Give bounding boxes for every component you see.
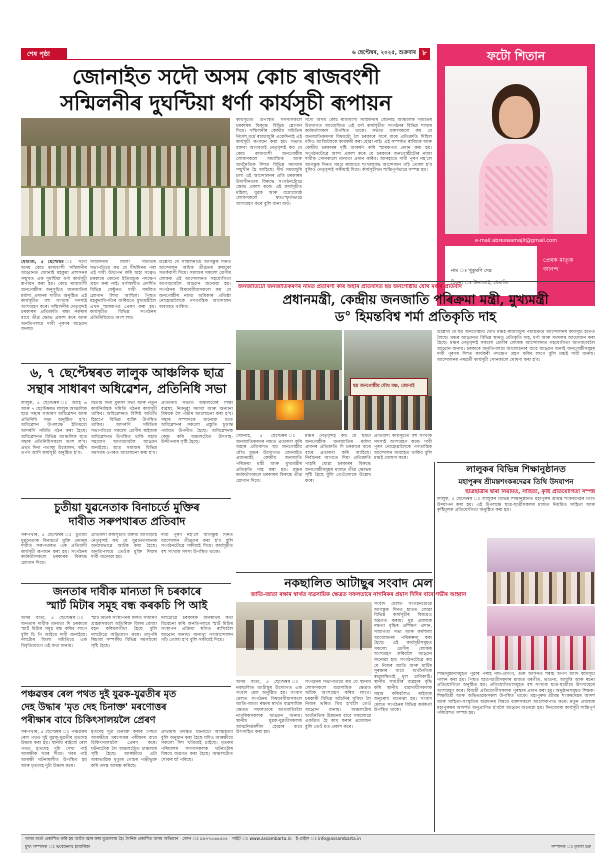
central-text-3: প্ৰতিবাদী কাৰ্যসূচীত বহু সংখ্যক সদস্যই অংশগ্ৰহণ কৰে। দাবী পূৰণ নোহোৱালৈকে গণতান্ত্ৰিক আন্দোলন অব্যাহত থাকিব বুলি মঞ্চই ঘোষণা কৰে। — [374, 434, 432, 462]
main-story-col-4: কাৰ্যসূচীত উপস্থিত সদস্যসকলে চৰকাৰৰ বিৰুদ্ধে বিভিন্ন শ্লোগান দিয়ে। সন্মিলনীৰ কেন্দ্ৰীয় সমিতিৰ নিৰ্দেশ মৰ্মে ৰাজ্যজুৰি একেদিনাই এই কাৰ্যসূচী ৰূপায়ন কৰা হয়। সভাত বক্তব্য আগবঢ়াই নেতৃবৃন্দই কয় যে কোচ ৰাজবংশী জনগোষ্ঠীৰ লোকসকলে সামাজিক আৰু অৰ্থনৈতিক দিশত বিভিন্ন সমস্যাৰ সন্মুখীন হৈ আহিছে। দীৰ্ঘ সময়জুৰি চলা এই আন্দোলনৰ প্ৰতি চৰকাৰৰ উদাসীনতাৰ বিৰুদ্ধে সংগঠনটোৱে ক্ষোভ প্ৰকাশ কৰে। এই কাৰ্যসূচীত মহিলা, যুৱক আৰু বয়োজ্যেষ্ঠ লোকসকলে স্বতঃস্ফূৰ্তভাৱে অংশগ্ৰহণ কৰে বুলি জনা যায়। — [236, 118, 302, 207]
youth-text-3: দাবী পূৰণ নহ'লে আগন্তুক দিনত আন্দোলন তীব্ৰতৰ কৰা হ'ব বুলি সংগঠনটোৱে সকীয়াই দিয়ে। কাৰ্যসূচীত বহু সংখ্যক সদস্য উপস্থিত থাকে। — [161, 533, 233, 555]
dharna-photo — [21, 118, 230, 256]
child-face — [499, 96, 533, 138]
students-text-2: দ্বিতীয় দিনা মুকলি সভা আৰু নতুন কাৰ্যনিৰ্বাহক সমিতি গঠনৰ কাৰ্যসূচী থাকিব। অধিৱেশনত বিশিষ্ট অতিথি হিচাপে বিভিন্ন ব্যক্তি উপস্থিত থাকিব। আদৰণি সমিতিৰ সভাপতিয়ে সকলো শ্ৰেণীৰ ৰাইজক অধিৱেশনত উপস্থিত থাকি সহায় সহযোগ আগবঢ়াবলৈ আহ্বান জনাইছে। ছাত্ৰ সমাজৰ বিভিন্ন সমস্যাৰ ওপৰত আলোচনা কৰা হ'ব। — [91, 401, 157, 457]
tithi-audience — [487, 572, 595, 604]
youth-headline-line-1: চুতীয়া যুৱনেতাক বিনাচৰ্তে মুক্তিৰ — [54, 501, 200, 514]
couple-text-2: মৃতদেহ দুটা চিনাক্ত কৰাৰ পিছত আৰক্ষীয়ে মৰণোত্তৰ পৰীক্ষাৰ বাবে চিকিৎসালয়লৈ প্ৰেৰণ কৰে। ঘটনাটোক লৈ অঞ্চলটোত চাঞ্চল্যৰ সৃষ্টি হৈছে। আৰক্ষীয়ে এটা অস্বাভাৱিক মৃত্যুৰ গোচৰ পঞ্জীভুক্ত কৰি তদন্ত আৰম্ভ কৰিছে। — [91, 730, 157, 769]
central-headline-line-2: ড° হিমন্তবিশ্ব শৰ্মা প্ৰতিকৃতি দাহ — [334, 310, 497, 325]
students-text-1: লালুক, ৫ ছেপ্টেম্বৰ ঃ আহি ৬ আৰু ৭ ছেপ্টেম্বৰত লালুক আঞ্চলিক ছাত্ৰ সন্থাৰ সাধাৰণ অধিৱেশন আৰু প্ৰতিনিধি সভা অনুষ্ঠিত হ'ব। অধিৱেশন উপলক্ষে ইতিমধ্যে আদৰণি সমিতি গঠন কৰা হৈছে। অধিৱেশনত বিভিন্ন আঞ্চলিক ছাত্ৰ সন্থাৰ প্ৰতিনিধিসকলে অংশ ল'ব। প্ৰথম দিনা পতাকা উত্তোলন, শ্বহীদ তৰ্পণ আদি কাৰ্যসূচী অনুষ্ঠিত হ'ব। — [21, 401, 87, 457]
divider-students — [21, 363, 231, 364]
lalukh-headline — [437, 464, 595, 487]
students-text-3: প্ৰতিনিধি সভাত অঞ্চলটোৰ শিক্ষা ব্যৱস্থা, নিবনুৱা সমস্যা আৰু অন্যান্য বিষয়ক লৈ গভীৰ আলোচনা কৰা হ'ব। সন্থাৰ সম্পাদকে জনোৱা মতে অধিৱেশনৰ সকলো প্ৰস্তুতি চূড়ান্ত পৰ্যায়ত উপনীত হৈছে। অধিৱেশনক কেন্দ্ৰ কৰি অঞ্চলটোত উৎসাহ-উদ্দীপনাৰ সৃষ্টি হৈছে। — [161, 401, 233, 446]
couple-headline-line-3: পৰীক্ষাৰ বাবে চিকিৎসালয়লৈ প্ৰেৰণ — [21, 715, 156, 726]
protest-crowd — [344, 396, 432, 430]
divider-central — [236, 281, 595, 282]
effigy-crowd — [236, 370, 342, 400]
page-number: ৮ — [419, 48, 430, 59]
students-headline-line-1: ৬, ৭ ছেপ্টেম্বৰত লালুক আঞ্চলিক ছাত্ৰ — [30, 365, 224, 380]
drugs-subline: জাতি-জাতা ৰক্ষাৰ স্বাৰ্থত ব্যৱসায়িক ক্ষেত্ৰত সফলতাৰে নাগৰিকৰ প্ৰয়াস দিদিৰ বাবে গভীৰ আহ্বান — [250, 592, 467, 598]
lalukh-text-2: শিক্ষানুষ্ঠানসমূহত পুৱাৰ পৰাই নাম-প্ৰসংগ, গুৰু আসনত শৰাই অৰ্পণ আদি কাৰ্যসূচী পালন কৰা হয়। পিছত ছাত্ৰ-ছাত্ৰীসকলৰ মাজত বৰগীত, ভাওনা, আবৃত্তি আৰু ৰচনা প্ৰতিযোগিতা অনুষ্ঠিত হয়। প্ৰতিযোগিতাসমূহত বহু সংখ্যক ছাত্ৰ-ছাত্ৰীয়ে উৎসাহেৰে অংশগ্ৰহণ কৰে। বিজয়ী প্ৰতিযোগীসকলক পুৰস্কাৰ প্ৰদান কৰা হয়। অনুষ্ঠানসমূহত শিক্ষক-শিক্ষয়িত্ৰী আৰু অভিভাৱকসকল উপস্থিত থাকে। মহাপুৰুষ শ্ৰীমন্ত শংকৰদেৱৰ আদৰ্শ আৰু সাহিত্য-সংস্কৃতিৰ অৱদানৰ বিষয়ে বক্তাসকলে আলোকপাত কৰে। নতুন প্ৰজন্মক মহাপুৰুষৰ আদৰ্শত অনুপ্ৰাণিত হ'বলৈ আহ্বান জনোৱা হয়। দিনজোৰা কাৰ্যসূচী শান্তিপূৰ্ণ পৰিবেশত সম্পন্ন হয়। — [437, 672, 595, 717]
students-headline-line-2: সন্থাৰ সাধাৰণ অধিৱেশন, প্ৰতিনিধি সভা — [27, 381, 227, 396]
drugs-headline-text: নকছালিত আটাছুৰ সংবাদ মেল — [284, 576, 433, 590]
footer — [21, 834, 595, 853]
crowd-front — [21, 188, 230, 238]
youth-headline-line-2: দাবীত সৰুপথাৰত প্ৰতিবাদ — [68, 515, 186, 528]
main-story-col-2: সন্মিলনীৰ জিলা সমিতিৰ সভাপতিয়ে কয় যে দীৰ্ঘদিনৰ পৰা এই দাবী উত্থাপন কৰি অহা সত্বেও চৰকাৰে কোনো ইতিবাচক পদক্ষেপ গ্ৰহণ কৰা নাই। ধৰ্ণাস্থলীত প্ৰদৰ্শিত বিভিন্ন ফেষ্টুনত দাবী সম্বলিত শ্লোগান লিখা আছিল। পিছত মহকুমাধিপতিৰ জৰিয়তে মুখ্যমন্ত্ৰীলৈ এখন স্মাৰকপত্ৰ প্ৰেৰণ কৰা হয়। কাৰ্যসূচীত বিভিন্ন সংগঠনৰ প্ৰতিনিধিয়েও অংশ লয়। — [90, 260, 156, 321]
divider-drugs — [236, 572, 432, 573]
tithi-photo-1 — [487, 538, 595, 604]
central-headline-line-1: প্ৰধানমন্ত্ৰী, কেন্দ্ৰীয় জনজাতি পৰিক্ৰমা মন্ত্ৰী, মুখ্যমন্ত্ৰী — [282, 293, 549, 308]
lalukh-subline: ছাত্ৰছাত্ৰীৰ দ্বাৰা নিয়মিত, সাহিত্য, কৃষ্টি প্ৰতিযোগিতা সম্পন্ন — [465, 489, 595, 495]
effigy-photo-2 — [344, 330, 432, 430]
couple-headline-line-1: পঞ্চৱত্তৰ ৰেল পথত দুই যুৱক-যুৱতীৰ মৃত — [21, 689, 177, 700]
footer-phone: ফোন ঃ ৯৯৭৭৫৬৬৫৫৫ — [182, 837, 228, 842]
main-headline-line-1: জোনাইত সদৌ অসম কোচ ৰাজবংশী — [72, 64, 380, 89]
couple-headline-line-2: দেহ উদ্ধাৰ 'মৃত দেহ চিনাক্ত' মৰণোত্তৰ — [21, 702, 167, 713]
central-text-4: উল্লেখ্য যে ছয় জনগোষ্ঠীয় যৌথ মঞ্চই ৰাজ্যজুৰি পৰ্যায়ক্ৰমে আন্দোলনৰ কাৰ্যসূচী হাতত লৈছে। মঞ্চৰ আহ্বানত বিভিন্ন স্থানত প্ৰতিকৃতি দাহ, ধৰ্ণা আৰু সমদলৰ আয়োজন কৰা হৈছে। মঞ্চৰ নেতৃবৃন্দই সকলো শ্ৰেণীৰ লোকক আন্দোলনত সহযোগিতা আগবঢ়াবলৈ আহ্বান জনায়। চৰকাৰে অনতিপলমে আলোচনাৰ বাবে আহ্বান জনাই জনগোষ্ঠীসমূহৰ দাবী পূৰণৰ দিশত কাৰ্যকৰী পদক্ষেপ গ্ৰহণ কৰিব লাগে বুলি মঞ্চই দাবী জনায়। আন্দোলনৰ পৰৱৰ্তী কাৰ্যসূচী সোনকালে ঘোষণা কৰা হ'ব। — [437, 330, 595, 363]
central-text-2: মঞ্চৰ নেতৃবৃন্দই কয় যে ছয়টা জনগোষ্ঠীক জনজাতিৰ মৰ্যাদা প্ৰদানৰ প্ৰতিশ্ৰুতি দি চৰকাৰে বাৰে বাৰে প্ৰতাৰণা কৰি আহিছে। নিৰ্বাচনৰ আগতে দিয়া প্ৰতিশ্ৰুতি পাহৰি যোৱা চৰকাৰৰ বিৰুদ্ধে জনগোষ্ঠীসমূহৰ মাজত তীব্ৰ ক্ষোভৰ সৃষ্টি হৈছে বুলি তেওঁলোকে উল্লেখ কৰে। — [305, 434, 371, 484]
couple-headline — [21, 688, 233, 727]
photo-corner-email: e-mail:abreswamajit@gmail.com — [474, 238, 558, 244]
central-kicker: জনজাতিটো জনজাতিকৰণৰ নামত প্ৰতাৰণা কৰি অহাৰ প্ৰতিবাদত ছয় জনগোষ্ঠীয় যৌথ মঞ্চৰ প্ৰতিবাদ — [238, 284, 462, 290]
photo-corner — [437, 44, 595, 306]
footer-line-2 — [25, 844, 591, 851]
protest-banner-text: ছয় জনগোষ্ঠীয় যৌথ মঞ্চ, জোনাই — [353, 384, 415, 389]
youth-text-2: প্ৰতিবাদী কাৰ্যসূচীত বক্তব্য আগবঢ়াই নেতৃবৃন্দই কয় যে যুৱনেতাজনক অন্যায়ভাৱে আটক কৰা হৈছে। অনতিপলমে তেওঁক মুক্তি দিয়াৰ দাবী জনোৱা হয়। — [91, 533, 157, 561]
main-story-col-3: উল্লেখ্য যে সন্মিলনীয়ে আগন্তুক দিনত আন্দোলন অধিক তীব্ৰতৰ কৰাৰো সতৰ্কবাণী দিয়ে। সমাজৰ সকলো শ্ৰেণীৰ লোকক এই আন্দোলনত সহযোগিতা আগবঢ়াবলৈ আহ্বান জনোৱা হয়। সংগঠনৰ বিষয়ববীয়াসকলে কয় যে জনগোষ্ঠীৰ ন্যায্য অধিকাৰ প্ৰতিষ্ঠা নোহোৱালৈকে গণতান্ত্ৰিক আন্দোলন অব্যাহত থাকিব। — [159, 260, 231, 310]
main-story-dateline: ধেমাজি, ৫ ছেপ্টেম্বৰ — [21, 260, 64, 265]
drugs-headline — [236, 575, 481, 599]
section-tab — [21, 48, 67, 59]
meter-text-3: দলটোৱে চৰকাৰক জনস্বাৰ্থৰ কথা বিবেচনা কৰি অনতিপলমে স্মাৰ্ট মিটাৰ সংস্থাপন প্ৰক্ৰিয়া স্থগিত ৰাখিবলৈ আহ্বান জনায়। অন্যথা গণআন্দোলন গঢ়ি তোলা হ'ব বুলি সকীয়াই দিয়ে। — [161, 616, 233, 644]
youth-headline — [21, 501, 233, 529]
crowd-back — [21, 146, 230, 186]
meter-headline — [21, 585, 233, 613]
central-text-1: জোনাই, ৫ ছেপ্টেম্বৰ ঃ জনজাতিকৰণৰ নামত প্ৰতাৰণা কৰি অহাৰ প্ৰতিবাদত ছয় জনগোষ্ঠীয় যৌথ মঞ্চৰ উদ্যোগত জোনাইত প্ৰধানমন্ত্ৰী, কেন্দ্ৰীয় জনজাতি পৰিক্ৰমা মন্ত্ৰী আৰু মুখ্যমন্ত্ৰীৰ প্ৰতিকৃতি দাহ কৰা হয়। মঞ্চৰ কৰ্মকৰ্তাসকলে চৰকাৰৰ বিৰুদ্ধে তীব্ৰ শ্লোগান দিয়ে। — [236, 434, 302, 484]
meter-headline-line-2: স্মাৰ্ট মিটাৰ সমূহ বন্ধ কৰকচি পি আই — [46, 599, 208, 612]
issue-date: ৬ ছেপ্টেম্বৰ, ২০২৫, শুক্ৰবাৰ — [351, 50, 416, 56]
lalukh-headline-line-1: লালুকৰ বিভিন্ন শিক্ষানুষ্ঠানত — [466, 465, 566, 475]
section-label: শেষ পৃষ্ঠা — [27, 50, 50, 58]
press-photo — [236, 602, 372, 676]
footer-line-1 — [25, 836, 591, 843]
divider-lalukh — [437, 462, 595, 463]
divider-youth — [21, 498, 231, 499]
meter-text-2: স্মাৰ্ট মিটাৰ সংস্থাপনৰ ফলত সাধাৰণ গ্ৰাহকসকলে অতিৰিক্ত বিলৰ বোজা বহন কৰিবলগীয়া হৈছে বুলি দলটোৱে অভিযোগ কৰে। তদুপৰি ৰিচাৰ্জ সম্পৰ্কীয় বিভিন্ন সমস্যাৰো সৃষ্টি হৈছে। — [91, 616, 157, 649]
main-story-col-5: সদৌ অসম কোচ ৰাজবংশী সন্মিলনীৰ জোনাই আঞ্চলিক সমিতিৰ উদ্যোগত আয়োজিত এই ধৰ্ণা কাৰ্যসূচীত সংগঠনৰ বিভিন্ন শাখাৰ কৰ্মকৰ্তাসকল উপস্থিত থাকে। সভাত বক্তাসকলে কয় যে জনজাতিকৰণৰ বিষয়টো লৈ চৰকাৰে বাৰে বাৰে প্ৰতিশ্ৰুতি দিছিল যদিও আজিলৈকে কাৰ্যকৰী কৰা হোৱা নাই। এই সম্পৰ্কত ৰাজ্যিক আৰু কেন্দ্ৰীয় চৰকাৰৰ দৃষ্টি আকৰ্ষণ কৰি স্মাৰকপত্ৰ প্ৰদান কৰা হয়। সংগঠনটোৱে আশা প্ৰকাশ কৰে যে চৰকাৰে জনগোষ্ঠীটোৰ ন্যায্য দাবীক সোনকালে মান্যতা প্ৰদান কৰিব। আনহাতে দাবী পূৰণ নহ'লে আগন্তুক দিনত সমগ্ৰ ৰাজ্যতে শৃংখলাবদ্ধ আন্দোলন গঢ়ি তোলা হ'ব বুলিও নেতৃবৃন্দই সকীয়াই দিয়ে। কাৰ্যসূচীখন শান্তিপূৰ্ণভাৱে সম্পন্ন হয়। — [305, 118, 432, 174]
ground — [21, 236, 230, 256]
main-headline-line-2: সন্মিলনীৰ দুঘন্টিয়া ধৰ্ণা কাৰ্যসূচী ৰূপায়ন — [60, 90, 392, 115]
lalukh-headline-line-2: মহাপুৰুষ শ্ৰীমন্তশংকৰদেৱৰ তিথি উদযাপন — [458, 477, 574, 486]
press-table — [236, 648, 372, 676]
meter-headline-line-1: জনতাৰ দাবীক মান্যতা দি চৰকাৰে — [52, 585, 202, 598]
central-headline — [236, 292, 595, 326]
divider-meter — [21, 583, 231, 584]
child-photo — [445, 66, 587, 234]
footer-publisher: অসম বাৰ্তা প্ৰকাশিত কৰি হয় আসৈ জ্বাৰ কৰা মুদ্ৰণালয় হৈ। দৈনিক প্ৰকাশিত অসম অভিযান — [25, 837, 179, 842]
footer-chief-editor: মুখ্য সম্পাদক ঃ ভবেন্দ্ৰনাথ হাজৰিকা — [25, 845, 91, 850]
meter-text-1: অসম বাৰ্তা, ৫ ছেপ্টেম্বৰ ঃ জনতাৰ দাবীক মান্যতা দি চৰকাৰে স্মাৰ্ট মিটাৰ সমূহ বন্ধ কৰিব লাগে বুলি চি পি আইয়ে দাবী জনাইছে। দলটোৰ জিলা সমিতিয়ে এক বিবৃতিযোগে এই কথা জনায়। — [21, 616, 87, 649]
couple-text-3: প্ৰাথমিক তদন্তত ঘটনাটো আত্মহত্যা বুলি অনুমান কৰা হৈছে যদিও আৰক্ষীয়ে সকলো দিশ খতিয়াই চাইছে। মৃতকৰ পৰিয়ালৰ সদস্যসকলক ঘটনাটোৰ বিষয়ে অৱগত কৰা হৈছে। অঞ্চলটোত শোকৰ ছাঁ পৰিছে। — [161, 730, 233, 763]
footer-email[interactable]: ই-মেইল ঃ info@assambarta.in — [295, 837, 361, 842]
main-headline — [40, 64, 412, 116]
press-text-1: অসম বাৰ্তা, ৫ ছেপ্টেম্বৰ ঃ নকছালিত আটাছুৰ উদ্যোগত এক সংবাদ মেল অনুষ্ঠিত হয়। সংবাদ মেলত সংগঠনৰ বিষয়ববীয়াসকলে জাতি-জাতা ৰক্ষাৰ স্বাৰ্থত ব্যৱসায়িক ক্ষেত্ৰত সফলতাৰে আগবাঢ়িবলৈ নাগৰিকসকলক আহ্বান জনায়। স্থানীয় যুৱক-যুৱতীসকলক আত্মনিৰ্ভৰশীল হোৱাৰ বাবে উৎসাহিত কৰা হয়। — [236, 680, 302, 736]
youth-text-1: সৰুপথাৰ, ৫ ছেপ্টেম্বৰ ঃ চুতীয়া যুৱনেতাক বিনাচৰ্তে মুক্তি প্ৰদানৰ দাবীত সৰুপথাৰত এক প্ৰতিবাদী কাৰ্যসূচী ৰূপায়ন কৰা হয়। সংগঠনৰ কৰ্মকৰ্তাসকলে চৰকাৰৰ বিৰুদ্ধে শ্লোগান দিয়ে। — [21, 533, 87, 566]
tithi-photo-2 — [487, 606, 595, 670]
press-people — [246, 620, 362, 650]
protest-banner — [350, 378, 428, 396]
child-dress-pattern — [485, 166, 547, 226]
lalukh-text: লালুক, ৫ ছেপ্টেম্বৰ ঃ লালুকৰ বিভিন্ন শিক্ষানুষ্ঠানত মহাপুৰুষ শ্ৰীমন্ত শংকৰদেৱৰ তিথি উদযাপন কৰা হয়। এই উপলক্ষে ছাত্ৰ-ছাত্ৰীসকলৰ মাজত নিয়মিত সাহিত্য আৰু কৃষ্টিমূলক প্ৰতিযোগিতা অনুষ্ঠিত কৰা হয়। — [437, 497, 595, 514]
child-address: ঠিকনা ঃ উনাজাই, ধেমাজি — [451, 280, 509, 286]
divider-press-right — [434, 462, 435, 832]
top-bar — [21, 48, 430, 60]
tithi-students — [487, 636, 595, 670]
child-name: নাম ঃ খুকুমণি দেৱ — [451, 268, 492, 274]
footer-site[interactable]: সাইট ঃ www.assambarta.in — [231, 837, 292, 842]
sender-label: প্ৰেৰক মাতৃক আনন্দ — [543, 257, 574, 273]
effigy-photo-1 — [236, 330, 342, 430]
main-story-col-1: ধেমাজি, ৫ ছেপ্টেম্বৰ ঃ সদৌ অসম কোচ ৰাজবংশী সন্মিলনীৰ আহ্বানত জোনাই মহকুমা প্ৰশাসনৰ সন্মুখত এক দুঘন্টিয়া ধৰ্ণা কাৰ্যসূচী ৰূপায়ন কৰা হয়। কোচ ৰাজবংশী জনগোষ্ঠীক অনুসূচিত জনজাতিৰ মৰ্যাদা প্ৰদানৰ দাবীত অনুষ্ঠিত এই কাৰ্যসূচীত বহু সংখ্যক সদস্যই অংশগ্ৰহণ কৰে। সন্মিলনীৰ নেতৃবৃন্দই চৰকাৰৰ প্ৰতিশ্ৰুতি ৰক্ষা নকৰাৰ বাবে তীব্ৰ ক্ষোভ প্ৰকাশ কৰে আৰু অনতিপলমে দাবী পূৰণৰ আহ্বান জনায়। — [21, 260, 87, 333]
press-text-2: সংগঠনৰ সভাপতিয়ে কয় যে স্থানীয় লোকসকলে ব্যৱসায়িক ক্ষেত্ৰত অধিক অংশগ্ৰহণ কৰিব লাগে। চৰকাৰী বিভিন্ন আঁচনিৰ সুবিধা লৈ নিজৰ ভৰিত থিয় হ'বলৈ তেওঁ আহ্বান জনায়। অঞ্চলটোৰ অৰ্থনৈতিক উন্নয়নৰ বাবে সকলোৱে একত্ৰিত হৈ কাম কৰাৰ প্ৰয়োজন বুলি তেওঁ মত প্ৰকাশ কৰে। — [305, 680, 371, 730]
students-headline — [21, 365, 233, 397]
press-text-3: সংবাদ মেলত সংগঠনটোৱে আগন্তুক দিনত হাতত লোৱা বিভিন্ন কাৰ্যসূচীৰ বিষয়েও অৱগত কৰায়। যুৱ প্ৰজন্মক দক্ষতা বৃদ্ধিৰ প্ৰশিক্ষণ প্ৰদান, সজাগতা সভা আৰু কৰ্মশালা আয়োজনৰ পৰিকল্পনা কৰা হৈছে। এই কাৰ্যসূচীসমূহত সকলো শ্ৰেণীৰ লোকক অংশগ্ৰহণ কৰিবলৈ আহ্বান জনোৱা হয়। সংগঠনটোৱে কয় যে নিজৰ জাতি আৰু মাটিৰ সুৰক্ষাৰ বাবে অৰ্থনৈতিক স্বাৱলম্বিতাই মূল চাবিকাঠি। স্থানীয় সামগ্ৰীৰ ব্যৱহাৰ বৃদ্ধি কৰি স্থানীয় ব্যৱসায়ীসকলক সহায় কৰিবলৈও ৰাইজক অনুৰোধ জনোৱা হয়। সংবাদ মেলত সংগঠনৰ বিভিন্ন কৰ্মকৰ্তা উপস্থিত থাকে। — [374, 602, 432, 714]
couple-text-1: সৰুপথাৰ, ৫ ছেপ্টেম্বৰ ঃ পঞ্চৱত্তৰ ৰেল পথত দুই যুৱক-যুৱতীৰ মৃতদেহ উদ্ধাৰ কৰা হয়। স্থানীয় ৰাইজে ৰেল পথত মৃতদেহ দুটা দেখা পাই আৰক্ষীক খবৰ দিয়ে। খবৰ পাই আৰক্ষী ঘটনাস্থলীত উপস্থিত হয় আৰু মৃতদেহ দুটা উদ্ধাৰ কৰে। — [21, 730, 87, 769]
footer-editor: সম্পাদক ঃ মৃণাল চক্ৰ — [551, 845, 591, 850]
photo-corner-title: ফটো শিতান — [487, 49, 545, 63]
divider-couple — [21, 686, 231, 687]
